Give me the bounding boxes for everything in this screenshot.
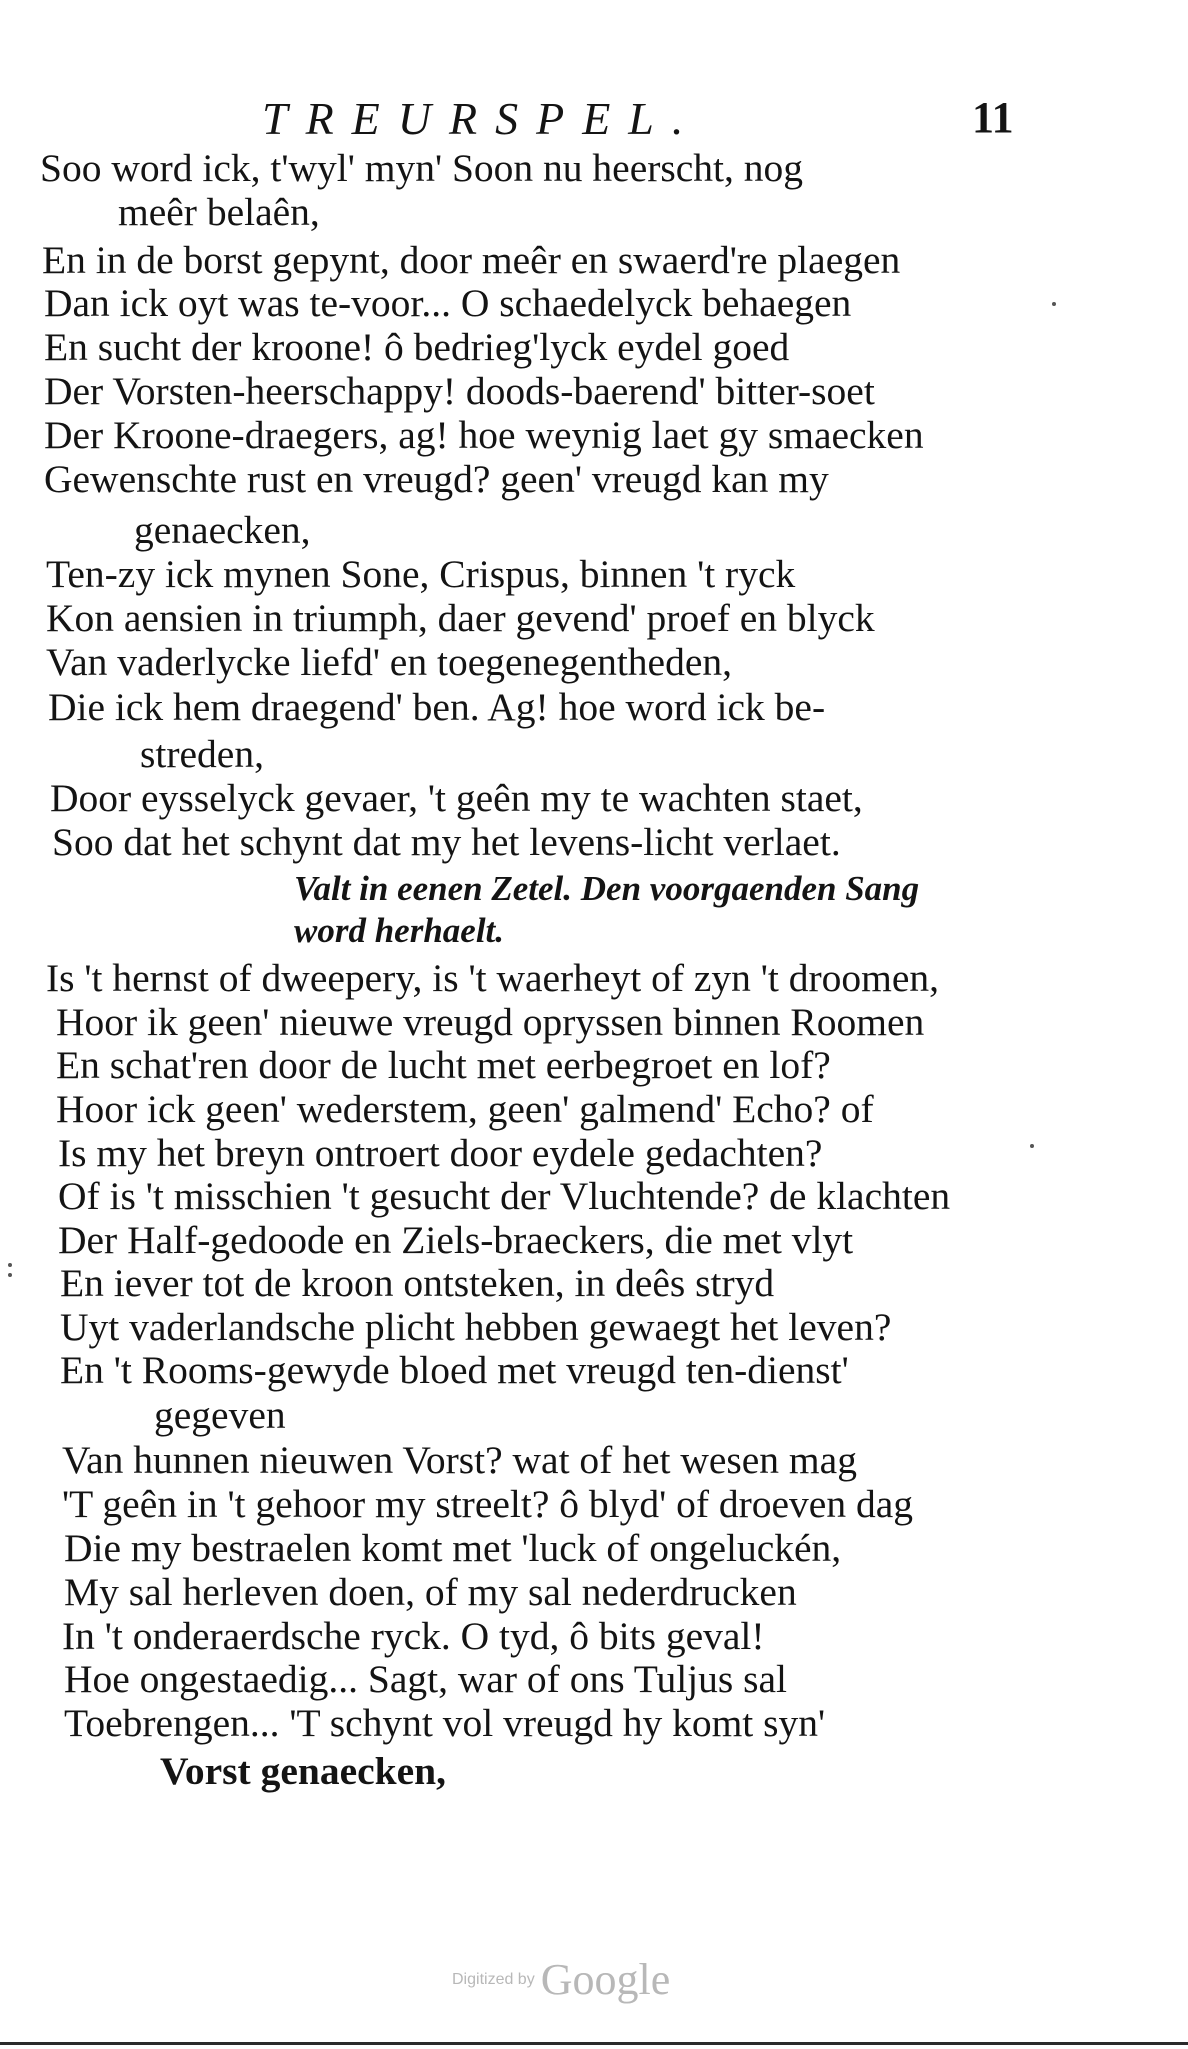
verse-line: En schat'ren door de lucht met eerbegroet en lof? xyxy=(56,1043,831,1087)
verse-line: meêr belaên, xyxy=(118,190,320,234)
verse-line: Is 't hernst of dweepery, is 't waerheyt of zyn 't droomen, xyxy=(46,956,940,1000)
verse-line: Van vaderlycke liefd' en toegenegentheden, xyxy=(46,640,732,684)
verse-line: Ten-zy ick mynen Sone, Crispus, binnen 't ryck xyxy=(46,552,796,596)
digitized-by-google-watermark xyxy=(452,1955,671,2004)
verse-line: streden, xyxy=(140,732,264,776)
verse-line: My sal herleven doen, of my sal nederdrucken xyxy=(64,1570,797,1614)
ink-speck xyxy=(8,1273,12,1277)
stage-direction: Valt in eenen Zetel. Den voorgaenden Sang xyxy=(294,869,920,908)
verse-line: Of is 't misschien 't gesucht der Vluchtende? de klachten xyxy=(58,1174,951,1218)
verse-line: Vorst genaecken, xyxy=(160,1749,446,1793)
verse-line: Uyt vaderlandsche plicht hebben gewaegt het leven? xyxy=(60,1305,892,1349)
ink-speck xyxy=(1030,1144,1034,1148)
verse-line: En 't Rooms-gewyde bloed met vreugd ten-dienst' xyxy=(60,1348,849,1392)
verse-line: Der Half-gedoode en Ziels-braeckers, die met vlyt xyxy=(58,1218,854,1262)
verse-line: Hoor ik geen' nieuwe vreugd opryssen binnen Roomen xyxy=(56,1000,925,1044)
stage-direction: word herhaelt. xyxy=(294,911,505,950)
verse-line: Hoor ick geen' wederstem, geen' galmend' Echo? of xyxy=(56,1087,874,1131)
ink-speck xyxy=(8,1263,12,1267)
verse-line: En in de borst gepynt, door meêr en swaerd're plaegen xyxy=(42,238,901,282)
verse-line: Van hunnen nieuwen Vorst? wat of het wesen mag xyxy=(62,1438,857,1482)
verse-line: Toebrengen... 'T schynt vol vreugd hy komt syn' xyxy=(64,1701,826,1745)
verse-line: 'T geên in 't gehoor my streelt? ô blyd' of droeven dag xyxy=(62,1482,913,1526)
verse-line: Der Vorsten-heerschappy! doods-baerend' bitter-soet xyxy=(44,369,875,413)
verse-line: Hoe ongestaedig... Sagt, war of ons Tuljus sal xyxy=(64,1657,788,1701)
verse-line: genaecken, xyxy=(134,508,311,552)
verse-line: Dan ick oyt was te-voor... O schaedelyck behaegen xyxy=(44,281,852,325)
watermark-logo: Google xyxy=(540,1955,671,2004)
verse-line: Der Kroone-draegers, ag! hoe weynig laet gy smaecken xyxy=(44,413,924,457)
verse-line: Gewenschte rust en vreugd? geen' vreugd kan my xyxy=(44,457,829,501)
verse-line: In 't onderaerdsche ryck. O tyd, ô bits geval! xyxy=(62,1614,765,1658)
verse-line: Is my het breyn ontroert door eydele gedachten? xyxy=(58,1131,823,1175)
page-number: 11 xyxy=(972,93,1014,142)
page-edge xyxy=(0,2042,1188,2045)
verse-line: gegeven xyxy=(154,1393,286,1437)
verse-line: Door eysselyck gevaer, 't geên my te wachten staet, xyxy=(50,776,863,820)
verse-line: Die ick hem draegend' ben. Ag! hoe word ick be- xyxy=(48,685,826,729)
verse-line: Die my bestraelen komt met 'luck of ongeluckén, xyxy=(64,1526,842,1570)
verse-line: En iever tot de kroon ontsteken, in deês stryd xyxy=(60,1261,775,1305)
watermark-text: Digitized by xyxy=(452,1971,535,1988)
verse-line: En sucht der kroone! ô bedrieg'lyck eydel goed xyxy=(44,325,790,369)
verse-line: Soo word ick, t'wyl' myn' Soon nu heerscht, nog xyxy=(40,146,804,190)
running-head: TREURSPEL. xyxy=(262,93,702,144)
verse-line: Soo dat het schynt dat my het levens-licht verlaet. xyxy=(52,820,841,864)
ink-speck xyxy=(1052,302,1056,306)
verse-line: Kon aensien in triumph, daer gevend' proef en blyck xyxy=(46,596,875,640)
